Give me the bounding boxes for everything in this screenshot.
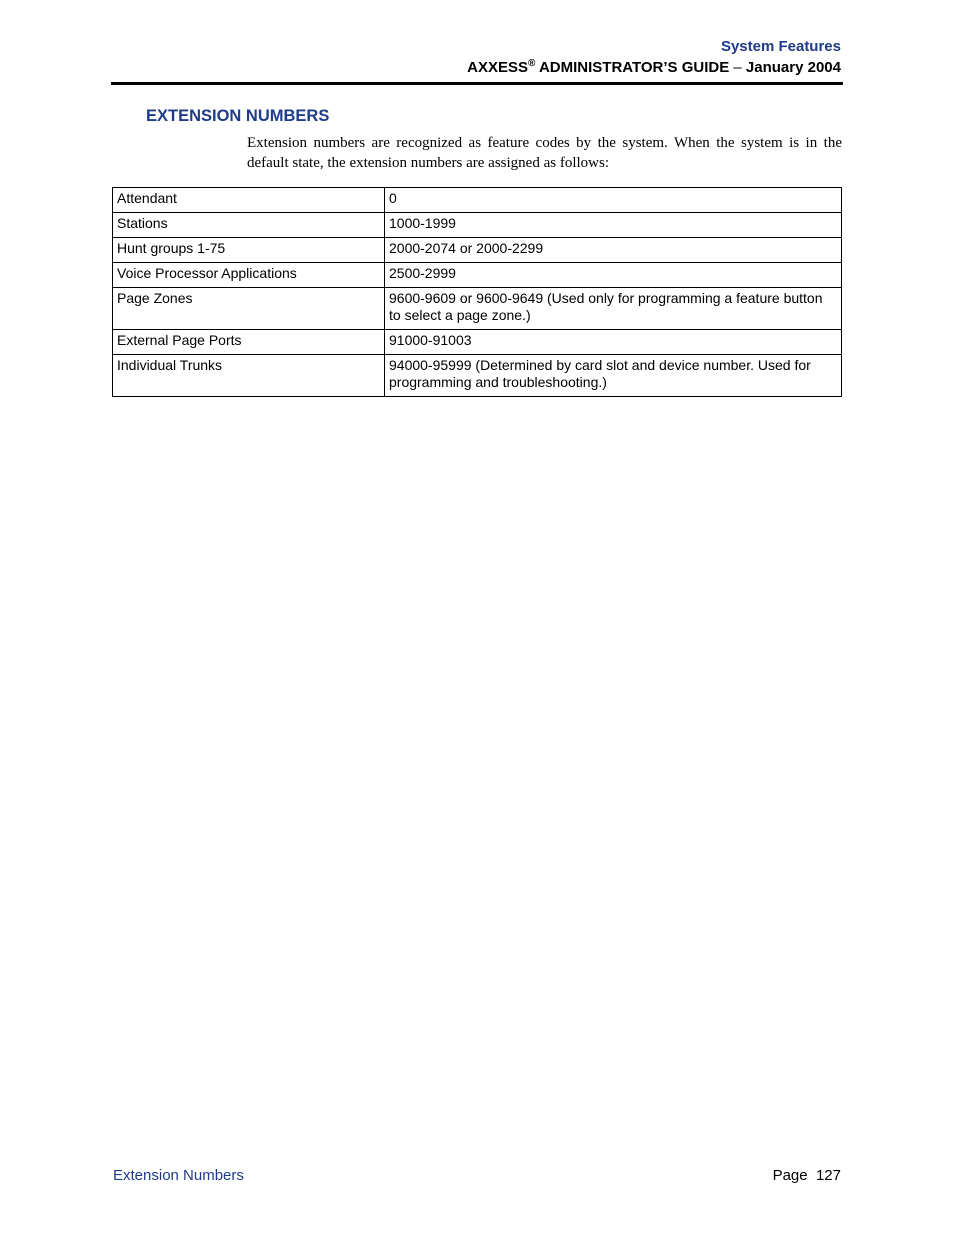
row-name: External Page Ports [113, 330, 385, 355]
guide-title: ADMINISTRATOR’S GUIDE [535, 59, 734, 76]
row-value: 91000-91003 [385, 330, 842, 355]
row-value: 94000-95999 (Determined by card slot and device number. Used for programming and troubleshooting.) [385, 355, 842, 397]
row-name: Page Zones [113, 288, 385, 330]
row-name: Attendant [113, 188, 385, 213]
footer-section-link[interactable]: Extension Numbers [113, 1167, 244, 1184]
row-value: 2500-2999 [385, 263, 842, 288]
row-value: 9600-9609 or 9600-9649 (Used only for programming a feature button to select a page zone.) [385, 288, 842, 330]
table-row [113, 288, 842, 330]
extension-numbers-table [112, 187, 842, 397]
page-number: 127 [815, 1167, 841, 1184]
table-row [113, 263, 842, 288]
table-row [113, 213, 842, 238]
guide-product: AXXESS [467, 59, 528, 76]
row-name: Stations [113, 213, 385, 238]
table-row [113, 355, 842, 397]
row-value: 2000-2074 or 2000-2299 [385, 238, 842, 263]
row-name: Voice Processor Applications [113, 263, 385, 288]
running-header-section: System Features [720, 38, 841, 55]
table-row [113, 188, 842, 213]
table-row [113, 330, 842, 355]
intro-paragraph: Extension numbers are recognized as feature codes by the system. When the system is in the default state, the extension numbers are assigned as follows: [247, 135, 842, 171]
guide-date: January 2004 [741, 59, 841, 76]
header-divider [111, 82, 843, 85]
running-header-guide [467, 59, 841, 76]
row-name: Individual Trunks [113, 355, 385, 397]
footer-page-number [773, 1167, 841, 1184]
row-value: 0 [385, 188, 842, 213]
row-name: Hunt groups 1-75 [113, 238, 385, 263]
page-label: Page [772, 1167, 808, 1184]
guide-dash: – [733, 59, 742, 76]
table-row [113, 238, 842, 263]
row-value: 1000-1999 [385, 213, 842, 238]
section-heading: EXTENSION NUMBERS [146, 107, 330, 125]
registered-mark: ® [527, 58, 536, 69]
